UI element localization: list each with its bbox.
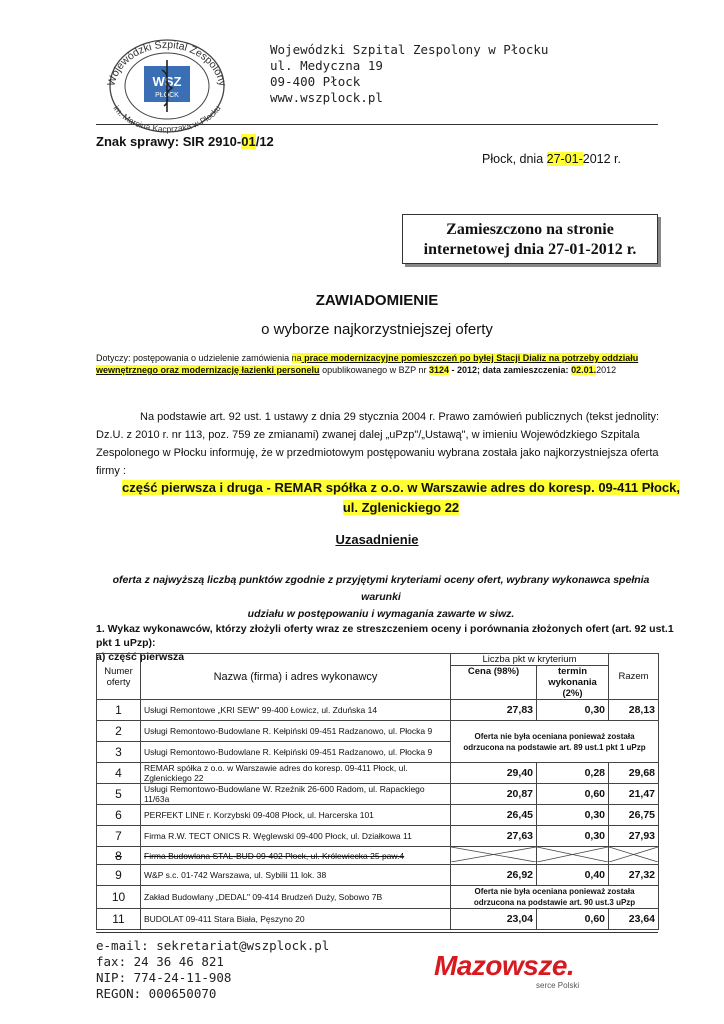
hospital-logo: [92, 30, 242, 136]
footer-email: e-mail: sekretariat@wszplock.pl: [96, 938, 330, 953]
offers-table: [96, 653, 659, 930]
logo-ring-bottom: im. Marcina Kacprzaka w Płocku: [111, 103, 223, 135]
strike-cross-icon: [609, 847, 658, 862]
strike-cross-icon: [451, 847, 536, 862]
col-sum-header: Razem: [609, 654, 659, 700]
col-price-header: Cena (98%): [451, 666, 537, 700]
table-row: 9 W&P s.c. 01-742 Warszawa, ul. Sybilii 11 lok. 38 26,92 0,40 27,32: [97, 865, 659, 886]
footer-regon: REGON: 000650070: [96, 986, 217, 1001]
hospital-web: www.wszplock.pl: [270, 90, 383, 105]
strike-cross-icon: [537, 847, 608, 862]
contact-footer: [96, 938, 329, 1002]
document-title: ZAWIADOMIENIE: [315, 292, 439, 309]
col-number-header: Numer oferty: [97, 654, 141, 700]
subject-paragraph: Dotyczy: postępowania o udzielenie zamówienia na prace modernizacyjne pomieszczeń po byłej Stacji Dializ na potrzeby oddziału wewnętrznego oraz modernizację łazienki personelu opublikowanego w BZP nr 3124 - 2012; data zamieszczenia: 02.01.2012: [96, 353, 639, 375]
hospital-header: [270, 42, 548, 106]
rejection-note: Oferta nie była oceniana ponieważ została odrzucona na podstawie art. 90 ust.3 uPzp: [451, 886, 659, 909]
table-row: 7 Firma R.W. TECT ONICS R. Węglewski 09-400 Płock, ul. Działkowa 11 27,63 0,30 27,93: [97, 826, 659, 847]
table-row: 10 Zakład Budowlany „DEDAL" 09-414 Brudzeń Duży, Sobowo 7B Oferta nie była oceniana ponieważ została odrzucona na podstawie art. 90 ust.3 uPzp: [97, 886, 659, 909]
col-group-header: Liczba pkt w kryterium: [451, 654, 609, 666]
justification-heading: Uzasadnienie: [335, 532, 419, 547]
table-row: 5 Usługi Remontowo-Budowlane W. Rzeźnik 26-600 Radom, ul. Rapackiego 11/63a 20,87 0,60 21,47: [97, 784, 659, 805]
table-row: 1 Usługi Remontowe „KRI SEW" 99-400 Łowicz, ul. Zduńska 14 27,83 0,30 28,13: [97, 700, 659, 721]
table-row-withdrawn: 8 Firma Budowlana STAL-BUD 09-402 Płock, ul. Królewiecka 25 paw.4: [97, 847, 659, 865]
logo-emblem-sub: PŁOCK: [155, 92, 179, 99]
hospital-street: ul. Medyczna 19: [270, 58, 383, 73]
footer-nip: NIP: 774-24-11-908: [96, 970, 232, 985]
publication-stamp: Zamieszczono na stronie internetowej dnia 27-01-2012 r.: [402, 214, 658, 264]
mazowsze-logo: Mazowsze.: [434, 950, 575, 981]
col-name-header: Nazwa (firma) i adres wykonawcy: [141, 654, 451, 700]
logo-emblem: WSZ: [152, 74, 182, 89]
table-row: 6 PERFEKT LINE r. Korzybski 09-408 Płock, ul. Harcerska 101 26,45 0,30 26,75: [97, 805, 659, 826]
rejection-note: Oferta nie była oceniana ponieważ została odrzucona na podstawie art. 89 ust.1 pkt 1 uPzp: [451, 721, 659, 763]
hospital-name: Wojewódzki Szpital Zespolony w Płocku: [270, 42, 549, 57]
table-row: 3 Usługi Remontowo-Budowlane R. Kełpiński 09-451 Radzanowo, ul. Płocka 9: [97, 742, 659, 763]
footer-fax: fax: 24 36 46 821: [96, 954, 224, 969]
table-row: 11 BUDOLAT 09-411 Stara Biała, Pęszyno 20 23,04 0,60 23,64: [97, 909, 659, 930]
hospital-city: 09-400 Płock: [270, 74, 361, 89]
legal-basis-paragraph: Na podstawie art. 92 ust. 1 ustawy z dnia 29 stycznia 2004 r. Prawo zamówień publicznych (tekst jednolity: Dz.U. z 2010 r. nr 113, poz. 759 ze zmianami) zwanej dalej „uPzp"/„Ustawą", w imieniu Wojewódzkiego Szpitala Zespolonego w Płocku informuję, że w przedmiotowym postępowaniu wybrana została jako najkorzystniejsza oferta firmy :: [96, 411, 660, 477]
col-term-header: termin wykonania (2%): [537, 666, 609, 700]
case-number: Znak sprawy: SIR 2910-01/12: [96, 134, 274, 149]
table-row: 2 Usługi Remontowo-Budowlane R. Kełpiński 09-451 Radzanowo, ul. Płocka 9 Oferta nie była oceniana ponieważ została odrzucona na podstawie art. 89 ust.1 pkt 1 uPzp: [97, 721, 659, 742]
justification-text: oferta z najwyższą liczbą punktów zgodnie z przyjętymi kryteriami oceny ofert, wybrany wykonawca spełnia warunki udziału w postępowaniu i wymagania zawarte w siwz.: [112, 574, 650, 620]
logo-ring-top: Wojewódzki Szpital Zespolony: [105, 38, 229, 88]
section-1-heading: 1. Wykaz wykonawców, którzy złożyli oferty wraz ze streszczeniem oceny i porównania złożonych ofert (art. 92 ust.1 pkt 1 uPzp): a) część pierwsza: [96, 623, 674, 663]
header-divider: [96, 124, 658, 125]
footer-divider: [96, 932, 658, 933]
document-subtitle: o wyborze najkorzystniejszej oferty: [261, 321, 493, 338]
table-row-winner: 4 REMAR spółka z o.o. w Warszawie adres do koresp. 09-411 Płock, ul. Zglenickiego 22 29,40 0,28 29,68: [97, 763, 659, 784]
mazowsze-tagline: serce Polski: [536, 981, 580, 990]
winning-offer: część pierwsza i druga - REMAR spółka z o.o. w Warszawie adres do koresp. 09-411 Płock, ul. Zglenickiego 22: [122, 480, 680, 515]
document-date: Płock, dnia 27-01-2012 r.: [482, 152, 621, 166]
